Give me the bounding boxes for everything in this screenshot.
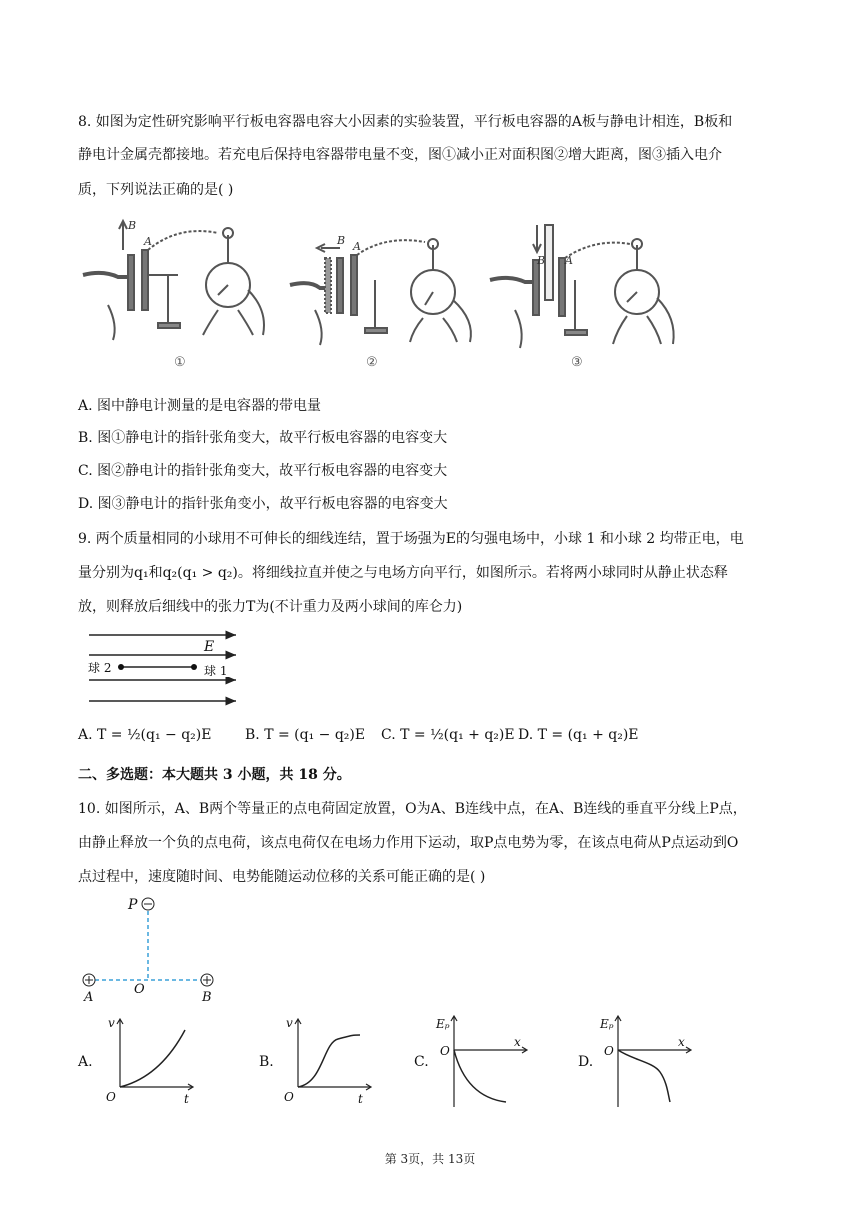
charges-figure	[78, 893, 228, 1005]
electric-field-figure	[84, 625, 244, 710]
graph-c-y-label: Eₚ	[436, 1017, 450, 1031]
q8-stem-line1: 8. 如图为定性研究影响平行板电容器电容大小因素的实验装置，平行板电容器的A板与静电计相连，B板和	[78, 114, 733, 130]
graph-c-origin: O	[440, 1044, 450, 1058]
q9-option-d: D. T = (q₁ + q₂)E	[518, 727, 639, 743]
fig1-caption: ①	[174, 355, 186, 370]
q8-stem-line3: 质，下列说法正确的是( )	[78, 182, 234, 198]
q10-stem-line1: 10. 如图所示，A、B两个等量正的点电荷固定放置，O为A、B连线中点，在A、B连线的垂直平分线上P点，	[78, 801, 747, 817]
graph-b-origin: O	[284, 1090, 294, 1104]
graph-d	[598, 1012, 698, 1110]
fig1-label-a: A	[144, 235, 152, 248]
q10-stem-line2: 由静止释放一个负的点电荷，该点电荷仅在电场力作用下运动，取P点电势为零，在该点电荷从P点运动到O	[78, 835, 739, 851]
graph-d-origin: O	[604, 1044, 614, 1058]
charge-b-label: B	[202, 990, 212, 1005]
graph-c-x-label: x	[514, 1035, 521, 1049]
q10-option-c-label: C.	[414, 1054, 429, 1070]
fig3-label-b: B	[537, 254, 546, 267]
point-p-label: P	[128, 897, 138, 913]
q10-option-b-label: B.	[259, 1054, 274, 1070]
fig3-label-a: A	[565, 254, 573, 267]
q9-stem-line2: 量分别为q₁和q₂(q₁ > q₂)。将细线拉直并使之与电场方向平行，如图所示。若将两小球同时从静止状态释	[78, 565, 728, 581]
graph-b-x-label: t	[358, 1092, 363, 1105]
ball-1-label: 球 1	[204, 664, 228, 678]
capacitor-figure-1	[78, 215, 278, 345]
q10-option-a-label: A.	[78, 1054, 93, 1070]
q8-option-b: B. 图①静电计的指针张角变大，故平行板电容器的电容变大	[78, 430, 448, 446]
fig2-label-b: B	[337, 234, 346, 247]
q9-option-c: C. T = ½(q₁ + q₂)E	[381, 727, 515, 743]
fig2-label-a: A	[353, 240, 361, 253]
graph-a-x-label: t	[184, 1092, 189, 1105]
q10-option-d-label: D.	[578, 1054, 594, 1070]
page-footer: 第 3页，共 13页	[384, 1152, 476, 1166]
fig1-label-b: B	[128, 219, 137, 232]
q8-stem-line2: 静电计金属壳都接地。若充电后保持电容器带电量不变，图①减小正对面积图②增大距离，图③插入电介	[78, 147, 722, 163]
graph-a-origin: O	[106, 1090, 116, 1104]
graph-a	[100, 1015, 200, 1105]
graph-d-y-label: Eₚ	[600, 1017, 614, 1031]
fig3-caption: ③	[571, 355, 583, 370]
capacitor-figure-3	[485, 220, 685, 350]
capacitor-figure-2	[285, 230, 485, 350]
q8-option-d: D. 图③静电计的指针张角变小，故平行板电容器的电容变大	[78, 496, 448, 512]
graph-b-y-label: v	[286, 1016, 293, 1030]
graph-c	[434, 1012, 534, 1110]
ball-2-label: 球 2	[88, 661, 112, 675]
q9-stem-line1: 9. 两个质量相同的小球用不可伸长的细线连结，置于场强为E的匀强电场中，小球 1 和小球 2 均带正电，电	[78, 531, 744, 547]
q10-stem-line3: 点过程中，速度随时间、电势能随运动位移的关系可能正确的是( )	[78, 869, 486, 885]
field-label-e: E	[204, 639, 215, 655]
q9-stem-line3: 放，则释放后细线中的张力T为(不计重力及两小球间的库仑力)	[78, 599, 463, 615]
point-o-label: O	[134, 982, 145, 997]
fig2-caption: ②	[366, 355, 378, 370]
charge-a-label: A	[84, 990, 94, 1005]
section-heading: 二、多选题：本大题共 3 小题，共 18 分。	[78, 767, 351, 783]
q8-option-c: C. 图②静电计的指针张角变大，故平行板电容器的电容变大	[78, 463, 448, 479]
graph-d-x-label: x	[678, 1035, 685, 1049]
q8-option-a: A. 图中静电计测量的是电容器的带电量	[78, 398, 322, 414]
graph-b	[278, 1015, 378, 1105]
q9-option-b: B. T = (q₁ − q₂)E	[245, 727, 366, 743]
graph-a-y-label: v	[108, 1016, 115, 1030]
q9-option-a: A. T = ½(q₁ − q₂)E	[78, 727, 212, 743]
